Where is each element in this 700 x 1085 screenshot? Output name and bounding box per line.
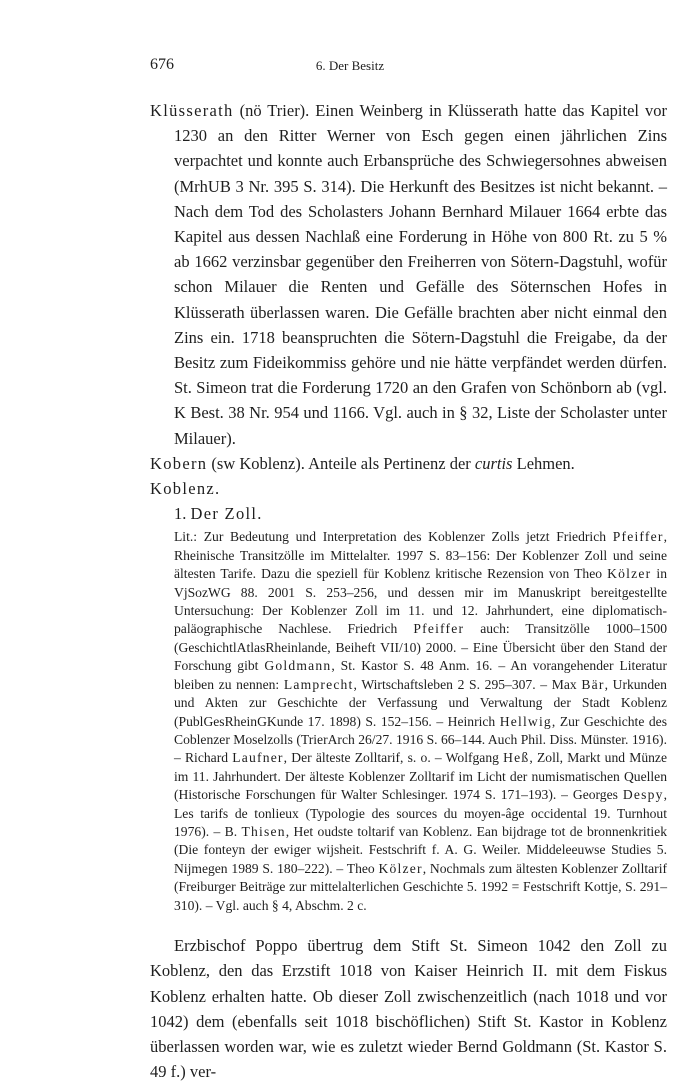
lit-text: , Het oudste toltarif van Koblenz. Ean bijdrage tot de bronnenkritiek (Die fonteyn der ewiger wijsheit. Festschrift f. A. G. Weiler. Middeleeuwse Studies 5. Nijmegen 1989 S. 180–222). – Theo: [174, 823, 668, 876]
lit-text: , Der älteste Zolltarif, s. o. – Wolfgang: [283, 750, 504, 766]
section-heading-number: 1.: [174, 504, 187, 524]
lit-author: Laufner: [232, 750, 284, 766]
lit-text: , St. Kastor S. 48 Anm. 16. – An vorangehender Literatur bleiben zu nennen:: [174, 658, 668, 692]
entry-keyword: Koblenz.: [150, 479, 221, 499]
lit-author: Thisen: [241, 823, 286, 839]
section-heading-text: Der Zoll.: [190, 504, 263, 524]
entry-italic-term: curtis: [474, 453, 513, 473]
lit-author: Pfeiffer: [612, 529, 664, 545]
lit-author: Goldmann: [264, 658, 332, 674]
entry-text: (nö Trier). Einen Weinberg in Klüsserath hatte das Kapitel vor 1230 an den Ritter Werner von Esch gegen einen jährlichen Zins verpachtet und konnte auch Erbansprüche des Schwiegersohnes abweisen (MrhUB 3 Nr. 395 S. 314). Die Herkunft des Besitzes ist nicht bekannt. – Nach dem Tod des Scholasters Johann Bernhard Milauer 1664 erbte das Kapitel aus dessen Nachlaß eine Forderung in Höhe von 800 Rt. zu 5 % ab 1662 verzinsbar gegenüber den Freiherren von Sötern-Dagstuhl, wofür schon Milauer die Renten und Gefälle des Söternschen Hofes in Klüsserath überlassen waren. Die Gefälle brachten aber nicht einmal den Zins ein. 1718 beanspruchten die Sötern-Dagstuhl die Freigabe, da der Besitz zum Fideikommiss gehöre und nie hätte verpfändet werden dürfen. St. Simeon trat die Forderung 1720 an den Grafen von Schönborn ab (vgl. K Best. 38 Nr. 954 und 1166. Vgl. auch in § 32, Liste der Scholaster unter Milauer).: [174, 101, 667, 448]
entry-text: Lehmen.: [512, 453, 575, 473]
lit-author: Hellwig: [499, 713, 552, 729]
lit-text: , Urkunden und Akten zur Geschichte der Verfassung und Verwaltung der Stadt Koblenz (PublGesRheinGKunde 17. 1898) S. 152–156. – Heinrich: [174, 676, 667, 729]
lit-author: Kölzer: [378, 860, 423, 876]
page-number: 676: [150, 56, 174, 73]
entry-text: (sw Koblenz). Anteile als Pertinenz der: [207, 453, 475, 473]
lit-text: , Zur Geschichte des Coblenzer Moselzolls (TrierArch 26/27. 1916 S. 66–144. Auch Phil. Diss. Münster. 1916). – Richard: [174, 713, 667, 766]
lit-text: in VjSozWG 88. 2001 S. 253–256, und dessen mir im Manuskript bereitgestellte Untersuchung: Der Koblenzer Zoll im 11. und 12. Jahrhundert, eine diplomatisch-paläographische Nachlese. Friedrich: [174, 566, 667, 637]
entry-koblenz: [150, 476, 667, 501]
page-body: [150, 98, 667, 1085]
body-paragraph: Erzbischof Poppo übertrug dem Stift St. Simeon 1042 den Zoll zu Koblenz, den das Erzstift 1018 von Kaiser Heinrich II. mit dem Fiskus Koblenz erhalten hatte. Ob dieser Zoll zwischenzeitlich (nach 1018 und vor 1042) dem (ebenfalls seit 1018 bischöflichen) Stift St. Kastor in Koblenz überlassen worden war, wie es zuletzt wieder Bernd Goldmann (St. Kastor S. 49 f.) ver-: [150, 935, 667, 1082]
lit-text: auch: Transitzölle 1000–1500 (GeschichtlAtlasRheinlande, Beiheft VII/10) 2000. – Eine Übersicht über den Stand der Forschung gibt: [174, 621, 667, 674]
lit-text: , Rheinische Transitzölle im Mittelalter. 1997 S. 83–156: Der Koblenzer Zoll und seine ältesten Tarife. Dazu die speziell für Koblenz kritische Rezension von Theo: [174, 529, 667, 582]
entry-keyword: Klüsserath: [150, 101, 234, 120]
section-heading: [174, 501, 667, 526]
entry-keyword: Kobern: [150, 453, 208, 473]
lit-author: Kölzer: [607, 566, 652, 582]
lit-text: , Les tarifs de tonlieux (Typologie des sources du moyen-âge occidental 19. Turnhout 1976). – B.: [174, 787, 667, 839]
lit-author: Bär: [581, 676, 605, 692]
lit-text: , Zoll, Markt und Münze im 11. Jahrhundert. Der älteste Koblenzer Zolltarif im Licht der numismatischen Quellen (Historische Forschungen für Walter Schlesinger. 1974 S. 171–193). – Georges: [174, 750, 667, 803]
entry-kobern: [150, 451, 667, 476]
running-title: 6. Der Besitz: [315, 58, 385, 73]
lit-text: , Nochmals zum ältesten Koblenzer Zolltarif (Freiburger Beiträge zur mittelalterlichen Geschichte 5. 1992 = Festschrift Kottje, S. 291–310). – Vgl. auch § 4, Abschm. 2 c.: [174, 860, 667, 913]
lit-author: Despy: [622, 787, 664, 803]
page-header: [0, 56, 700, 78]
lit-author: Lamprecht: [283, 676, 354, 692]
entry-kluesserath: [150, 98, 667, 451]
lit-text: Lit.: Zur Bedeutung und Interpretation des Koblenzer Zolls jetzt Friedrich: [174, 529, 613, 545]
lit-author: Heß: [503, 750, 530, 766]
lit-author: Pfeiffer: [413, 621, 465, 637]
lit-text: , Wirtschaftsleben 2 S. 295–307. – Max: [353, 676, 582, 692]
literature-note: [174, 528, 667, 915]
